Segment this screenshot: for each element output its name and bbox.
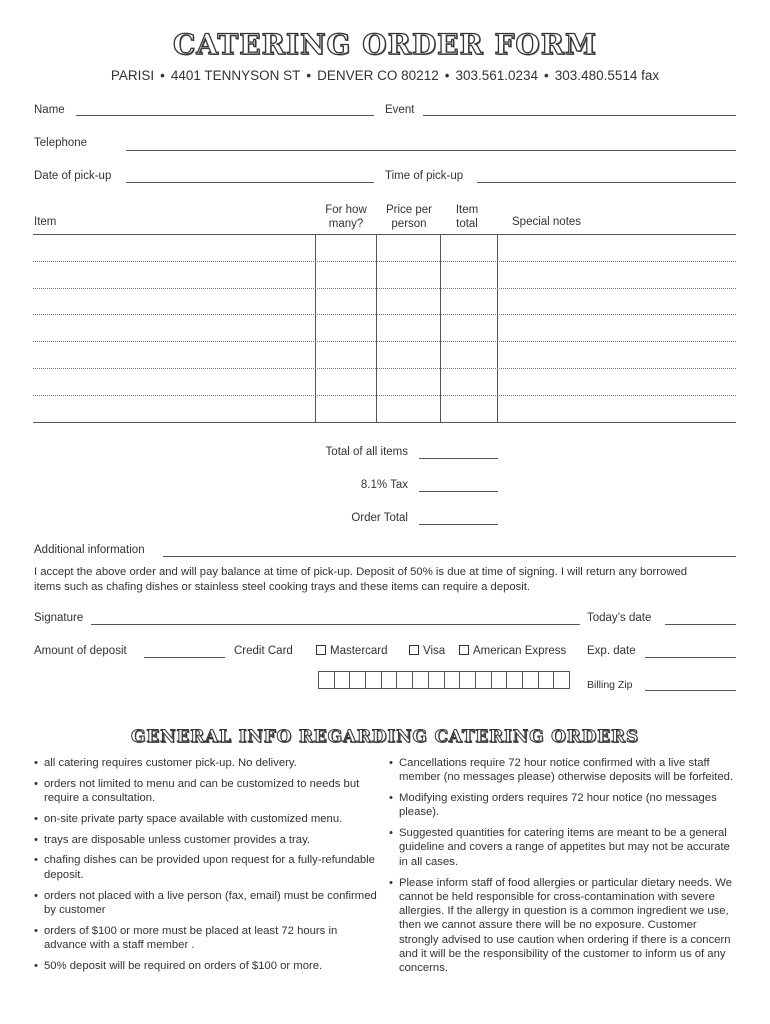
table-row[interactable] (33, 288, 736, 289)
table-row[interactable] (33, 261, 736, 262)
tax-label: 8.1% Tax (360, 479, 408, 491)
list-item: • Cancellations require 72 hour notice confirmed with a live staff member (no messages please) otherwise deposits will be forfeited. (389, 756, 738, 785)
signature-label: Signature (34, 612, 84, 624)
amount-deposit-field[interactable] (144, 657, 225, 658)
name-label: Name (34, 104, 65, 116)
amount-deposit-label: Amount of deposit (34, 645, 127, 657)
business-city: DENVER CO 80212 (317, 68, 439, 83)
business-address: 4401 TENNYSON ST (170, 68, 301, 83)
col-how-many-header: For how many? (325, 204, 367, 230)
list-item: • orders of $100 or more must be placed at least 72 hours in advance with a staff member . (34, 924, 379, 953)
event-label: Event (385, 104, 415, 116)
todays-date-field[interactable] (665, 624, 736, 625)
time-pickup-label: Time of pick-up (385, 170, 464, 182)
list-item: • chafing dishes can be provided upon request for a fully-refundable deposit. (34, 853, 379, 882)
todays-date-label: Today’s date (587, 612, 652, 624)
col-total-header: Item total (455, 204, 479, 230)
billing-zip-field[interactable] (645, 690, 736, 691)
card-number-grid[interactable] (318, 671, 570, 689)
tax-field[interactable] (419, 491, 498, 492)
table-divider (315, 235, 316, 422)
list-item: • Modifying existing orders requires 72 hour notice (no messages please). (389, 791, 738, 820)
credit-card-label: Credit Card (234, 645, 293, 657)
table-row[interactable] (33, 314, 736, 315)
total-items-field[interactable] (419, 458, 498, 459)
exp-date-field[interactable] (645, 657, 736, 658)
table-row[interactable] (33, 368, 736, 369)
order-total-label: Order Total (351, 512, 408, 524)
general-info-left-list (34, 756, 379, 980)
time-pickup-field[interactable] (477, 182, 736, 183)
billing-zip-label: Billing Zip (587, 679, 633, 691)
order-total-field[interactable] (419, 524, 498, 525)
list-item: • Please inform staff of food allergies or particular dietary needs. We cannot be held responsible for cross-contamination with severe allergies. If the allergy in question is a common ingredient we use, then we cannot assure there will be no exposure. Customer strongly advised to use caution when ordering if there is a concern and it will be the responsibility of the customer to inform us of any concerns. (389, 876, 738, 976)
telephone-field[interactable] (126, 150, 736, 151)
additional-info-label: Additional information (34, 544, 145, 556)
business-phone: 303.561.0234 (455, 68, 539, 83)
general-info-title: GENERAL INFO REGARDING CATERING ORDERS (131, 727, 639, 747)
table-divider (497, 235, 498, 422)
event-field[interactable] (423, 115, 736, 116)
additional-info-field[interactable] (163, 556, 736, 557)
table-header-rule (33, 234, 736, 235)
checkbox-icon[interactable] (459, 645, 469, 655)
mastercard-option[interactable]: Mastercard (316, 645, 388, 657)
checkbox-icon[interactable] (409, 645, 419, 655)
telephone-label: Telephone (34, 137, 88, 149)
col-item-header: Item (34, 216, 57, 228)
business-contact-line: PARISI • 4401 TENNYSON ST • DENVER CO 80212 • 303.561.0234 • 303.480.5514 fax (110, 68, 660, 83)
total-items-label: Total of all items (325, 446, 408, 458)
list-item: • orders not placed with a live person (fax, email) must be confirmed by customer (34, 889, 379, 918)
signature-field[interactable] (91, 624, 580, 625)
table-row[interactable] (33, 341, 736, 342)
amex-option[interactable]: American Express (459, 645, 566, 657)
business-fax: 303.480.5514 fax (554, 68, 660, 83)
exp-date-label: Exp. date (587, 645, 636, 657)
page-title: CATERING ORDER FORM (172, 28, 598, 61)
business-name: PARISI (110, 68, 155, 83)
date-pickup-field[interactable] (126, 182, 374, 183)
checkbox-icon[interactable] (316, 645, 326, 655)
name-field[interactable] (76, 115, 374, 116)
list-item: • on-site private party space available with customized menu. (34, 812, 379, 826)
date-pickup-label: Date of pick-up (34, 170, 112, 182)
list-item: • 50% deposit will be required on orders of $100 or more. (34, 959, 379, 973)
table-divider (376, 235, 377, 422)
list-item: • Suggested quantities for catering items are meant to be a general guideline and covers a range of appetites but may not be accurate in all cases. (389, 826, 738, 869)
col-notes-header: Special notes (512, 216, 582, 228)
general-info-right-list (389, 756, 738, 982)
table-row[interactable] (33, 395, 736, 396)
agreement-text: I accept the above order and will pay balance at time of pick-up. Deposit of 50% is due at time of signing. I will return any borrowed items such as chafing dishes or stainless steel cooking trays and these items can require a deposit. (34, 566, 688, 593)
list-item: • trays are disposable unless customer provides a tray. (34, 833, 379, 847)
list-item: • orders not limited to menu and can be customized to needs but require a consultation. (34, 777, 379, 806)
col-price-header: Price per person (385, 204, 433, 230)
visa-option[interactable]: Visa (409, 645, 445, 657)
table-bottom-rule (33, 422, 736, 423)
list-item: • all catering requires customer pick-up. No delivery. (34, 756, 379, 770)
table-divider (440, 235, 441, 422)
